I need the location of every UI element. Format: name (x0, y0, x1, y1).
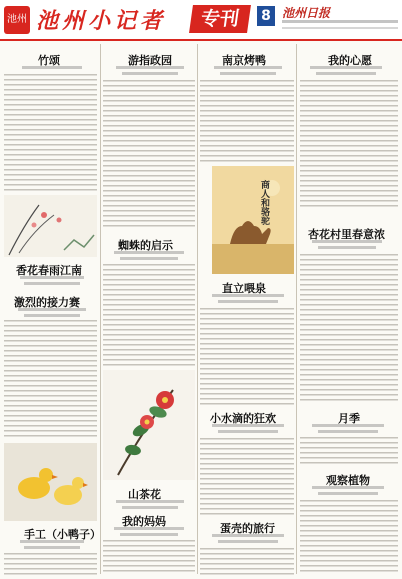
byline (316, 72, 376, 75)
article-title: 手工（小鸭子） (24, 528, 101, 541)
byline (22, 66, 82, 69)
column-divider (100, 44, 101, 574)
byline (220, 72, 276, 75)
article-title: 我的妈妈 (122, 515, 166, 528)
byline (114, 527, 184, 530)
newspaper-name: 池州日报 (282, 6, 331, 20)
article-title: 观察植物 (326, 474, 370, 487)
article-body (200, 548, 294, 575)
byline (312, 486, 384, 489)
article-title: 南京烤鸭 (222, 54, 266, 67)
article-body (300, 254, 398, 404)
byline (18, 308, 86, 311)
article-body (4, 74, 97, 192)
byline (20, 540, 84, 543)
date-line (282, 20, 398, 23)
article-body (300, 500, 398, 575)
masthead (0, 0, 402, 40)
article-title: 直立喂泉 (222, 282, 266, 295)
byline (318, 492, 378, 495)
article-title: 小水滴的狂欢 (210, 412, 276, 425)
byline (310, 66, 382, 69)
byline (212, 294, 284, 297)
byline (24, 314, 80, 317)
byline (218, 540, 278, 543)
painting-caption: 商人和骆驼 (259, 180, 269, 225)
chinese-painting-image (4, 195, 97, 257)
craft-ducks-photo (4, 443, 97, 521)
byline (318, 430, 378, 433)
byline (24, 546, 80, 549)
article-body (300, 437, 398, 467)
byline (20, 276, 84, 279)
masthead-rule (0, 39, 402, 41)
byline (116, 66, 184, 69)
article-title: 蛋壳的旅行 (220, 522, 275, 535)
byline (114, 251, 184, 254)
article-title: 我的心愿 (328, 54, 372, 67)
article-body (200, 308, 294, 408)
article-title: 香花春雨江南 (16, 264, 82, 277)
article-body (200, 438, 294, 518)
byline (122, 72, 178, 75)
byline (218, 300, 278, 303)
column-divider (296, 44, 297, 574)
article-title: 月季 (338, 412, 360, 425)
article-body (300, 80, 398, 210)
byline (312, 240, 382, 243)
byline (318, 246, 376, 249)
byline (218, 430, 278, 433)
article-title: 竹颂 (38, 54, 60, 67)
article-title: 蜘蛛的启示 (118, 239, 173, 252)
page-number: 8 (257, 6, 275, 26)
column-divider (197, 44, 198, 574)
byline (120, 533, 178, 536)
masthead-title: 池州小记者 (36, 8, 167, 34)
byline (116, 500, 184, 503)
byline (312, 424, 384, 427)
article-body (4, 553, 97, 575)
special-issue-label: 专刊 (189, 5, 251, 33)
article-title: 杏花村里春意浓 (308, 228, 385, 241)
byline (212, 534, 284, 537)
merchant-camel-painting-image (212, 166, 294, 274)
byline (212, 424, 284, 427)
byline (120, 257, 178, 260)
article-body (103, 80, 195, 230)
camellia-painting-image (103, 370, 195, 480)
byline (122, 506, 178, 509)
byline (24, 282, 80, 285)
article-title: 山茶花 (128, 488, 161, 501)
article-body (103, 540, 195, 575)
article-title: 激烈的接力赛 (14, 296, 80, 309)
byline (214, 66, 282, 69)
article-body (200, 80, 294, 164)
article-title: 游指政园 (128, 54, 172, 67)
issue-meta-line (282, 27, 398, 29)
masthead-badge: 池州 (4, 6, 30, 34)
article-body (103, 264, 195, 368)
article-body (4, 320, 97, 440)
